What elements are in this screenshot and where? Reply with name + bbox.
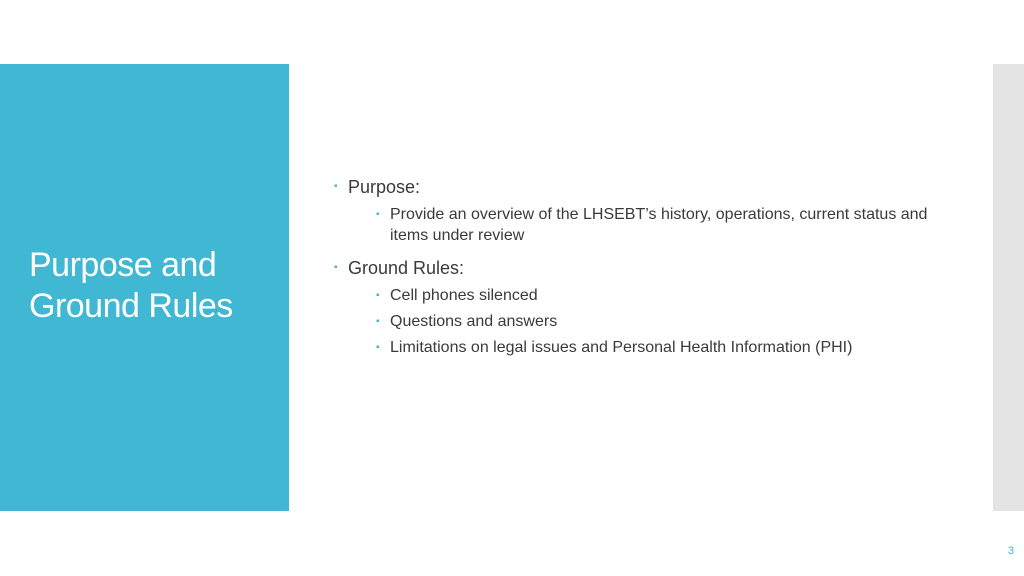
slide-title-line-1: Purpose and [29,246,217,284]
list-item-text: Questions and answers [390,313,558,330]
section-ground-rules [334,256,934,358]
list-item [376,337,930,358]
bullet-icon: ▪ [376,316,380,327]
list-item-text: Limitations on legal issues and Personal Health Information (PHI) [390,339,853,356]
slide-title [29,245,279,327]
section-purpose [334,175,934,246]
section-heading-text: Purpose: [348,177,421,197]
list-item-text: Cell phones silenced [390,287,538,304]
page-number: 3 [1007,545,1014,557]
slide-title-line-2: Ground Rules [29,287,233,325]
list-item-text: Provide an overview of the LHSEBT’s history, operations, current status and items under review [390,206,928,244]
bullet-content [334,175,934,358]
bullet-icon: ▪ [376,290,380,301]
section-heading [334,256,934,280]
list-item [376,285,930,306]
right-side-bar [993,64,1024,511]
section-heading-text: Ground Rules: [348,258,465,278]
bullet-icon: ▪ [334,181,338,192]
bullet-icon: ▪ [376,209,380,220]
list-item [376,311,930,332]
section-heading [334,175,934,199]
list-item [376,204,930,246]
bullet-icon: ▪ [334,262,338,273]
bullet-icon: ▪ [376,342,380,353]
